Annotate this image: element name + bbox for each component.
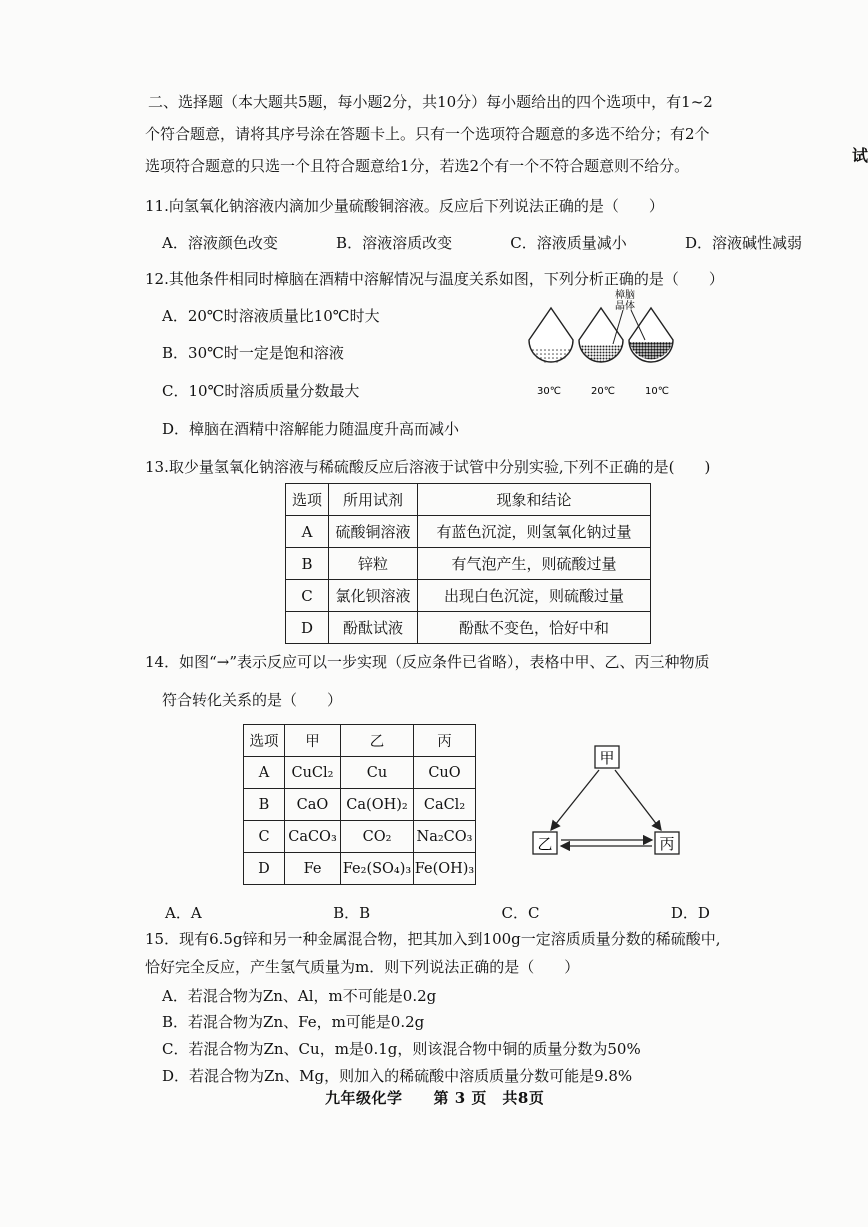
q11-option-a: A．溶液颜色改变 — [162, 234, 278, 252]
q14-option-c: C．C — [501, 904, 540, 922]
header-option: 选项 — [286, 484, 329, 516]
section-instructions-line-3: 选项符合题意的只选一个且符合题意给1分，若选2个有一个不符合题意则不给分。 — [145, 157, 690, 175]
q14-stem-line-2: 符合转化关系的是（ ） — [162, 691, 343, 709]
q12-option-d: D．樟脑在酒精中溶解能力随温度升高而减小 — [162, 420, 460, 438]
table-cell: CaCO₃ — [285, 821, 341, 853]
table-cell: CO₂ — [341, 821, 414, 853]
table-row — [286, 516, 651, 548]
funnel-10c — [629, 308, 673, 362]
q15-option-d: D．若混合物为Zn、Mg，则加入的稀硫酸中溶质质量分数可能是9.8% — [162, 1067, 633, 1085]
table-row — [286, 580, 651, 612]
table-cell: Fe — [285, 853, 341, 885]
temp-label-10c: 10℃ — [645, 386, 669, 397]
table-cell: 酚酞不变色，恰好中和 — [418, 612, 651, 644]
table-row — [244, 789, 476, 821]
table-cell: 有蓝色沉淀，则氢氧化钠过量 — [418, 516, 651, 548]
node-jia-label: 甲 — [599, 749, 615, 767]
table-row — [244, 757, 476, 789]
table-cell: 氯化钡溶液 — [329, 580, 418, 612]
q14-options — [165, 902, 710, 923]
section-instructions-line-2: 个符合题意，请将其序号涂在答题卡上。只有一个选项符合题意的多选不给分；有2个 — [145, 125, 710, 143]
funnel-20c — [579, 308, 623, 362]
q15-stem-line-1: 15．现有6.5g锌和另一种金属混合物，把其加入到100g一定溶质质量分数的稀硫酸中, — [145, 930, 721, 948]
q14-table — [243, 724, 476, 885]
page-footer: 九年级化学 第 3 页 共8页 — [325, 1089, 545, 1107]
table-cell: Cu — [341, 757, 414, 789]
table-cell: 酚酞试液 — [329, 612, 418, 644]
table-cell: D — [286, 612, 329, 644]
table-cell: B — [286, 548, 329, 580]
table-cell: 锌粒 — [329, 548, 418, 580]
q11-option-d: D．溶液碱性减弱 — [684, 234, 802, 252]
table-cell: CuCl₂ — [285, 757, 341, 789]
header-reagent: 所用试剂 — [329, 484, 418, 516]
table-row — [244, 853, 476, 885]
q12-solubility-figure — [515, 288, 695, 400]
q14-option-b: B．B — [333, 904, 371, 922]
table-cell: D — [244, 853, 285, 885]
q13-table — [285, 483, 651, 644]
table-cell: Fe₂(SO₄)₃ — [341, 853, 414, 885]
q11-option-c: C．溶液质量减小 — [510, 234, 627, 252]
q11-options — [162, 232, 802, 253]
q15-option-a: A．若混合物为Zn、Al，m不可能是0.2g — [162, 987, 437, 1005]
q13-stem: 13.取少量氢氧化钠溶液与稀硫酸反应后溶液于试管中分别实验,下列不正确的是( ) — [145, 458, 711, 476]
crystal-label-line-1: 樟脑 — [615, 290, 635, 301]
table-row — [286, 612, 651, 644]
crystal-label-line-2: 晶体 — [615, 301, 635, 312]
q12-option-a: A．20℃时溶液质量比10℃时大 — [162, 307, 380, 325]
node-yi-label: 乙 — [537, 835, 553, 853]
q14-option-a: A．A — [165, 904, 202, 922]
q15-option-b: B．若混合物为Zn、Fe，m可能是0.2g — [162, 1013, 425, 1031]
table-row — [244, 821, 476, 853]
temp-label-30c: 30℃ — [537, 386, 561, 397]
header-phenomenon: 现象和结论 — [418, 484, 651, 516]
header-yi: 乙 — [341, 725, 414, 757]
table-cell: CuO — [414, 757, 476, 789]
table-cell: B — [244, 789, 285, 821]
table-header-row — [286, 484, 651, 516]
table-cell: 出现白色沉淀，则硫酸过量 — [418, 580, 651, 612]
table-cell: Ca(OH)₂ — [341, 789, 414, 821]
table-cell: Na₂CO₃ — [414, 821, 476, 853]
table-cell: 有气泡产生，则硫酸过量 — [418, 548, 651, 580]
table-cell: A — [244, 757, 285, 789]
q15-stem-line-2: 恰好完全反应，产生氢气质量为m．则下列说法正确的是（ ） — [145, 958, 580, 976]
table-cell: 硫酸铜溶液 — [329, 516, 418, 548]
header-option: 选项 — [244, 725, 285, 757]
arrow-jia-to-bing — [615, 770, 661, 830]
cut-off-edge-character: 试 — [851, 146, 868, 165]
header-jia: 甲 — [285, 725, 341, 757]
q15-option-c: C．若混合物为Zn、Cu，m是0.1g，则该混合物中铜的质量分数为50% — [162, 1040, 641, 1058]
section-instructions-line-1: 二、选择题（本大题共5题，每小题2分，共10分）每小题给出的四个选项中，有1~2 — [148, 93, 713, 111]
node-bing-label: 丙 — [659, 835, 675, 853]
q11-option-b: B．溶液溶质改变 — [336, 234, 453, 252]
temp-label-20c: 20℃ — [591, 386, 615, 397]
q12-option-c: C．10℃时溶质质量分数最大 — [162, 382, 360, 400]
q14-stem-line-1: 14．如图“→”表示反应可以一步实现（反应条件已省略），表格中甲、乙、丙三种物质 — [145, 653, 710, 671]
table-cell: CaO — [285, 789, 341, 821]
table-cell: A — [286, 516, 329, 548]
table-row — [286, 548, 651, 580]
q14-conversion-diagram — [525, 740, 690, 860]
q12-stem: 12.其他条件相同时樟脑在酒精中溶解情况与温度关系如图，下列分析正确的是（ ） — [145, 270, 724, 288]
table-cell: C — [244, 821, 285, 853]
table-cell: Fe(OH)₃ — [414, 853, 476, 885]
table-cell: C — [286, 580, 329, 612]
q11-stem: 11.向氢氧化钠溶液内滴加少量硫酸铜溶液。反应后下列说法正确的是（ ） — [145, 197, 664, 215]
q12-option-b: B．30℃时一定是饱和溶液 — [162, 344, 344, 362]
funnel-30c — [529, 308, 573, 363]
q14-option-d: D．D — [670, 904, 710, 922]
table-header-row — [244, 725, 476, 757]
table-cell: CaCl₂ — [414, 789, 476, 821]
arrow-jia-to-yi — [551, 770, 599, 830]
header-bing: 丙 — [414, 725, 476, 757]
